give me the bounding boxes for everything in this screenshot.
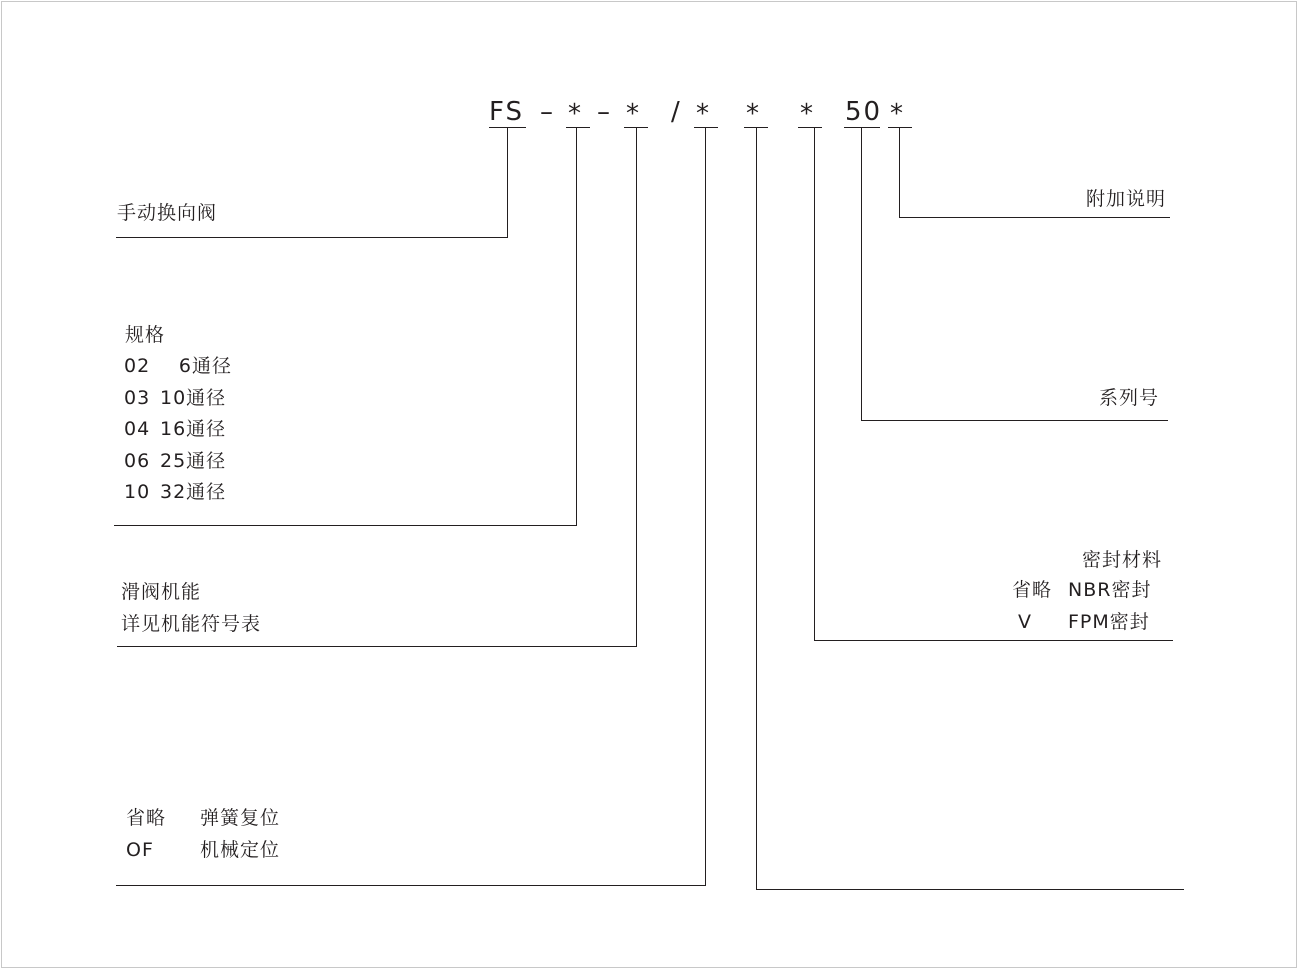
size-code: 02 (124, 355, 151, 377)
positioning-code-column (126, 803, 166, 866)
seal-code: V (1018, 610, 1032, 633)
seal-code: 省略 (1012, 579, 1053, 601)
leader-series (862, 128, 1169, 421)
seal-desc: NBR密封 (1068, 579, 1152, 601)
size-code: 06 (124, 449, 151, 472)
size-code: 10 (124, 481, 151, 504)
size-desc-column (160, 351, 232, 509)
label-size-title: 规格 (125, 324, 166, 346)
positioning-code: 省略 (126, 807, 167, 829)
size-desc: 25通径 (160, 449, 227, 472)
label-spool-line1: 滑阀机能 (121, 581, 202, 603)
code-star-4: * (746, 99, 761, 129)
size-code: 03 (124, 386, 151, 409)
code-star-6: * (890, 99, 905, 129)
size-code: 04 (124, 418, 151, 441)
positioning-code: OF (126, 838, 154, 861)
label-seal-title: 密封材料 (1081, 549, 1162, 571)
code-dash-1: – (540, 97, 555, 127)
size-desc: 10通径 (160, 386, 227, 409)
positioning-desc: 弹簧复位 (200, 807, 281, 829)
positioning-desc-column (200, 803, 280, 866)
label-valve-type: 手动换向阀 (117, 202, 218, 224)
leader-star4 (757, 128, 1185, 890)
size-desc: 16通径 (160, 418, 227, 441)
code-star-3: * (696, 99, 711, 129)
size-desc: 32通径 (160, 481, 227, 504)
size-desc: 6通径 (178, 355, 232, 377)
seal-code-column (1012, 575, 1052, 638)
code-star-2: * (626, 99, 641, 129)
label-additional: 附加说明 (1085, 188, 1166, 210)
seal-desc: FPM密封 (1068, 610, 1150, 633)
size-code-column (124, 351, 150, 509)
positioning-desc: 机械定位 (200, 838, 281, 861)
code-slash: / (671, 97, 682, 127)
code-dash-2: – (597, 97, 612, 127)
label-spool-line2: 详见机能符号表 (121, 613, 262, 635)
label-series-no: 系列号 (1098, 387, 1159, 409)
code-star-5: * (800, 99, 815, 129)
code-series: 50 (845, 97, 883, 127)
seal-desc-column (1068, 575, 1151, 638)
code-fs: FS (489, 97, 525, 127)
code-star-1: * (568, 99, 583, 129)
